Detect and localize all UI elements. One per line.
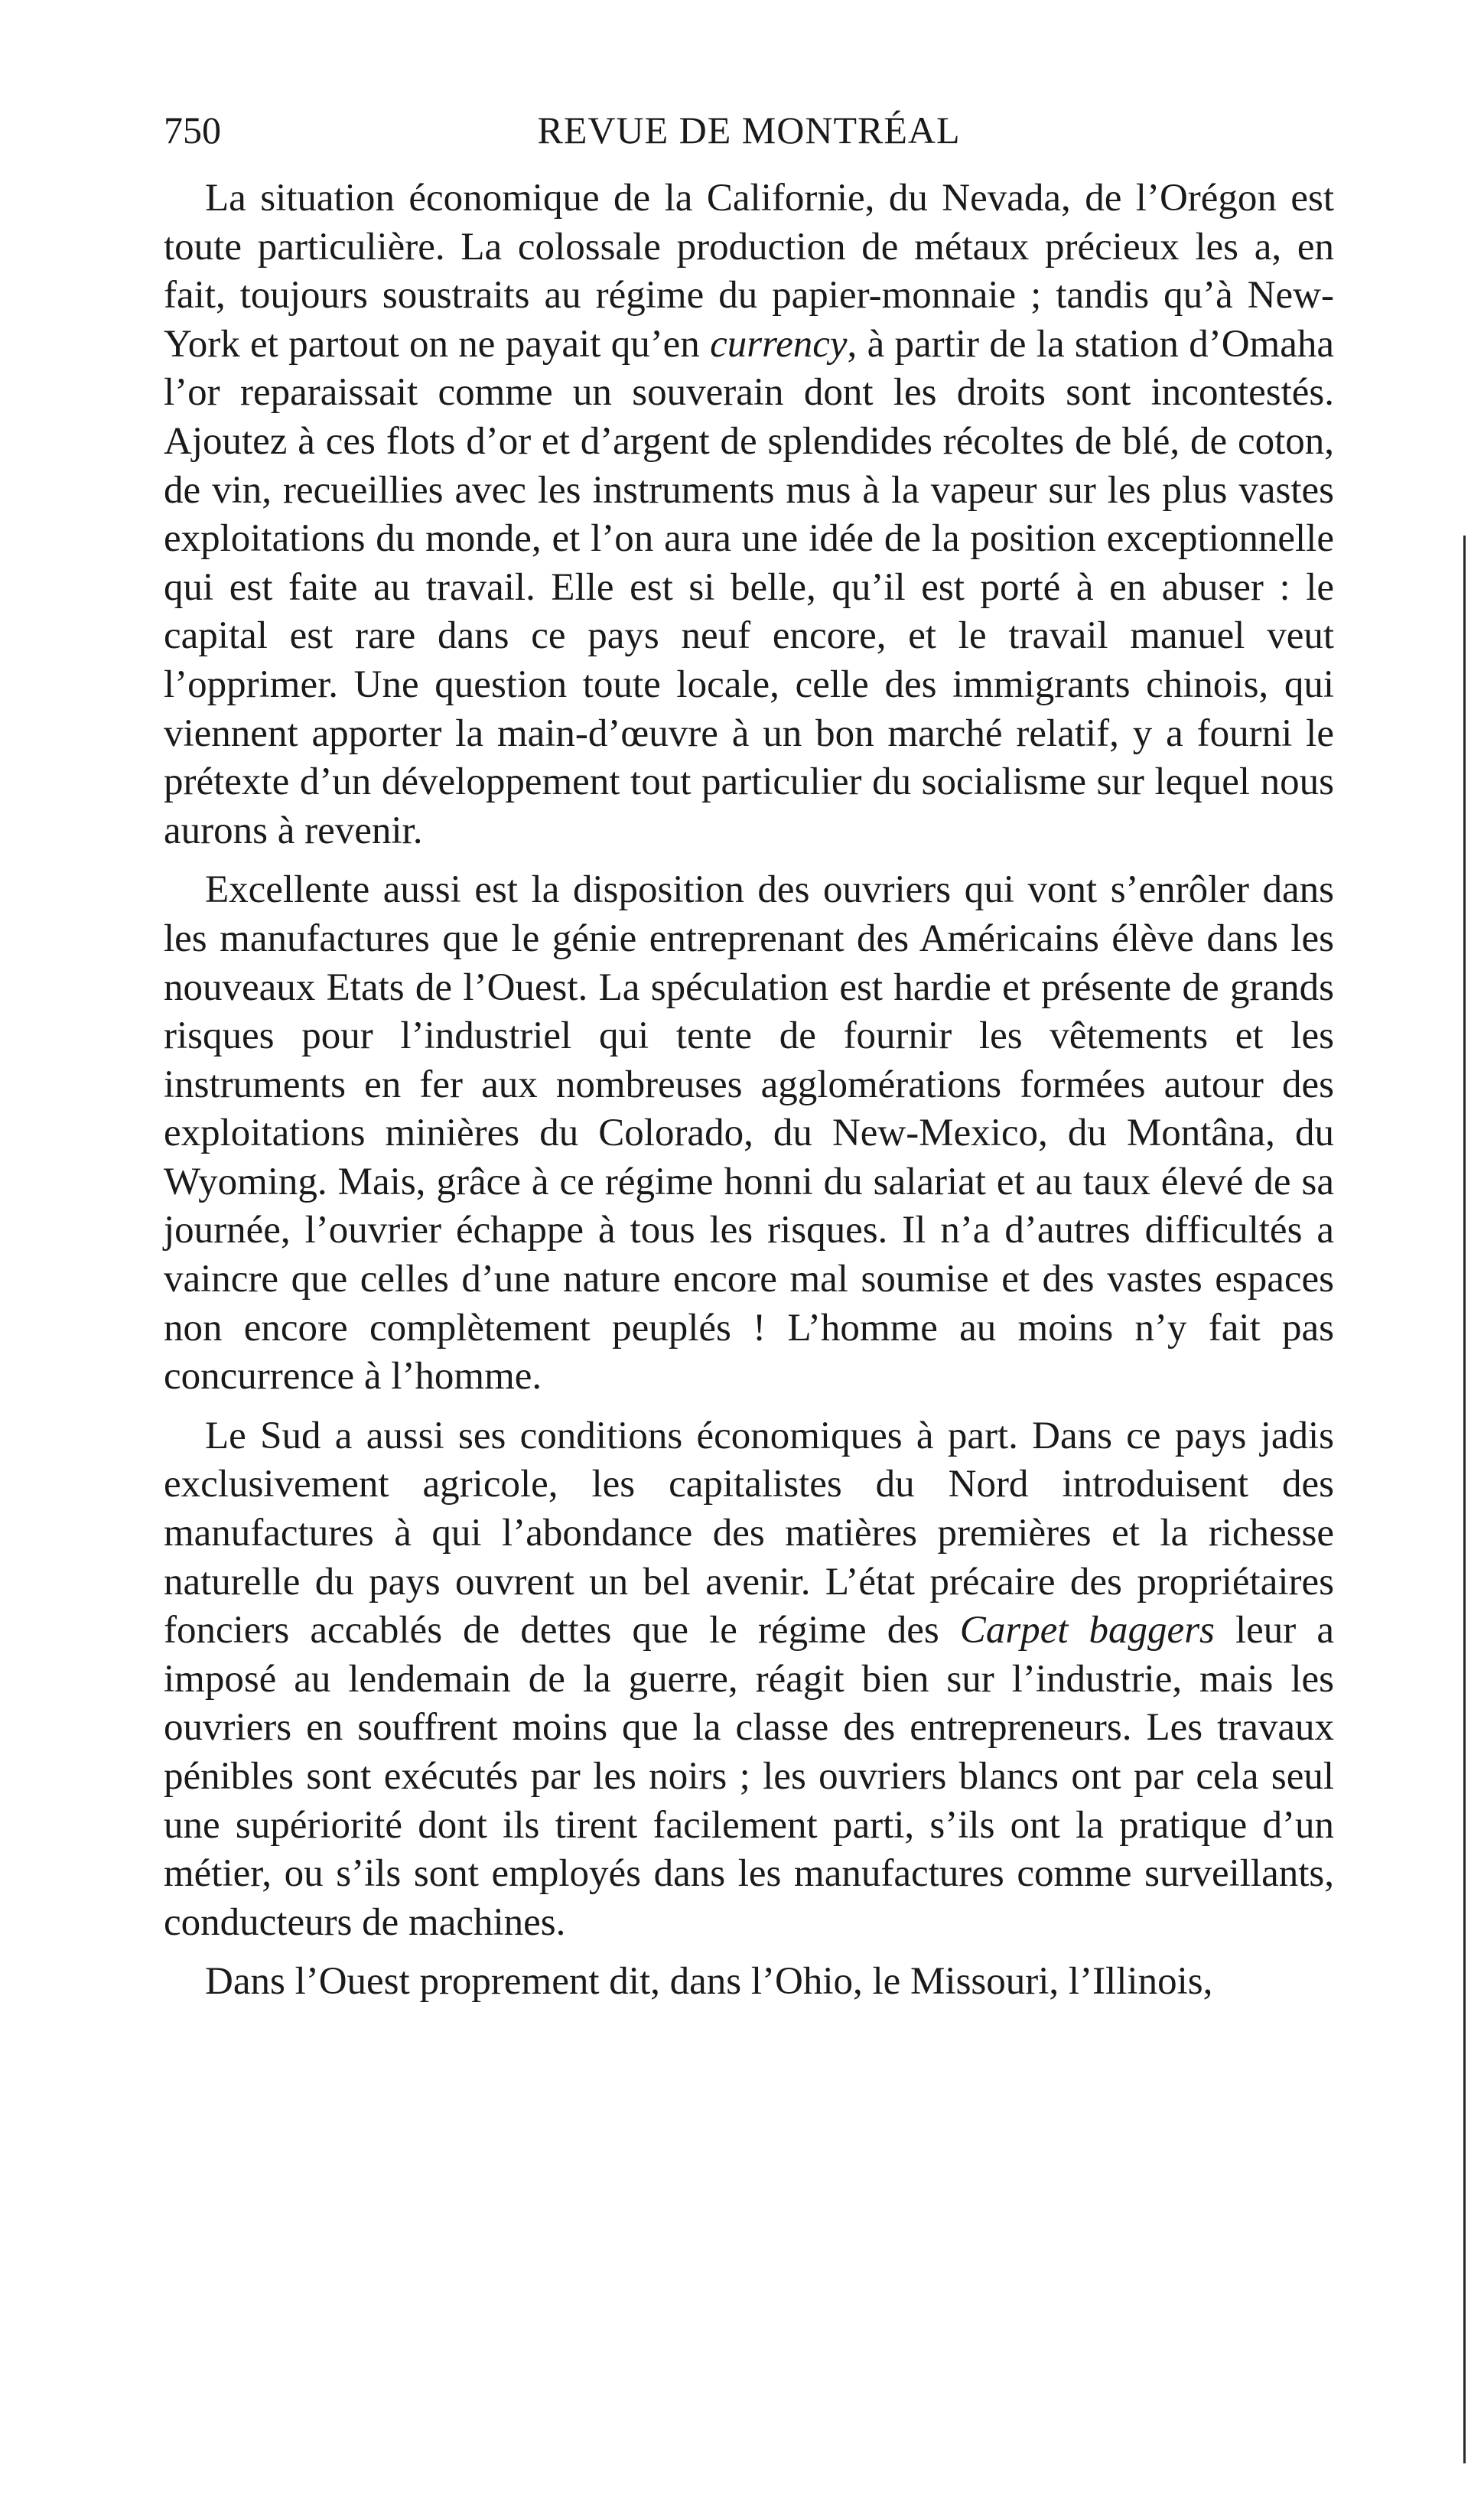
page-edge-line bbox=[1463, 536, 1466, 2463]
document-page bbox=[164, 99, 1334, 2007]
paragraph-1 bbox=[164, 174, 1334, 855]
paragraph-4 bbox=[164, 1958, 1334, 2007]
body-text bbox=[164, 174, 1334, 2007]
page-number: 750 bbox=[164, 109, 221, 151]
italic-term-carpet-baggers: Carpet baggers bbox=[959, 1609, 1215, 1652]
paragraph-3 bbox=[164, 1412, 1334, 1948]
italic-term-currency: currency bbox=[710, 322, 848, 366]
running-head bbox=[164, 99, 1334, 161]
paragraph-3-segment-1: Le Sud a aussi ses conditions économiques à part. Dans ce pays jadis exclusivement agricole, les capitalistes du Nord introduisent des manufactures à qui l’abondance des matières premières et la richesse naturelle du pays ouvrent un bel avenir. L’état précaire des propriétaires fonciers accablés de dettes que le régime des bbox=[164, 1414, 1334, 1652]
paragraph-4-segment-1: Dans l’Ouest proprement dit, dans l’Ohio, le Missouri, l’Illinois, bbox=[205, 1960, 1213, 2004]
paragraph-2-segment-1: Excellente aussi est la disposition des ouvriers qui vont s’enrôler dans les manufactures que le génie entreprenant des Américains élève dans les nouveaux Etats de l’Ouest. La spéculation est hardie et présente de grands risques pour l’industriel qui tente de fournir les vêtements et les instruments en fer aux nombreuses agglomérations formées autour des exploitations minières du Colorado, du New-Mexico, du Montâna, du Wyoming. Mais, grâce à ce régime honni du salariat et au taux élevé de sa journée, l’ouvrier échappe à tous les risques. Il n’a d’autres difficultés a vaincre que celles d’une nature encore mal soumise et des vastes espaces non encore complètement peuplés ! L’homme au moins n’y fait pas concurrence à l’homme. bbox=[164, 868, 1334, 1398]
journal-title: REVUE DE MONTRÉAL bbox=[537, 109, 961, 151]
paragraph-2 bbox=[164, 866, 1334, 1402]
paragraph-1-segment-3: , à partir de la station d’Omaha l’or reparaissait comme un souverain dont les droits sont incontestés. Ajoutez à ces flots d’or et d’argent de splendides récoltes de blé, de coton, de vin, recueillies avec les instruments mus à la vapeur sur les plus vastes exploitations du monde, et l’on aura une idée de la position exceptionnelle qui est faite au travail. Elle est si belle, qu’il est porté à en abuser : le capital est rare dans ce pays neuf encore, et le travail manuel veut l’opprimer. Une question toute locale, celle des immigrants chinois, qui viennent apporter la main-d’œuvre à un bon marché relatif, y a fourni le prétexte d’un développement tout particulier du socialisme sur lequel nous aurons à revenir. bbox=[164, 322, 1334, 852]
paragraph-1-segment-1: La situation économique de la Californie, du Nevada, de l’Orégon est toute particulière. La colossale production de métaux précieux les a, en fait, toujours soustraits au régime du papier-monnaie ; tandis qu’à New-York et partout on ne payait qu’en bbox=[164, 177, 1334, 366]
paragraph-3-segment-3: leur a imposé au lendemain de la guerre, réagit bien sur l’industrie, mais les ouvriers en souffrent moins que la classe des entrepreneurs. Les travaux pénibles sont exécutés par les noirs ; les ouvriers blancs ont par cela seul une supériorité dont ils tirent facilement parti, s’ils ont la pratique d’un métier, ou s’ils sont employés dans les manufactures comme surveillants, conducteurs de machines. bbox=[164, 1609, 1334, 1944]
